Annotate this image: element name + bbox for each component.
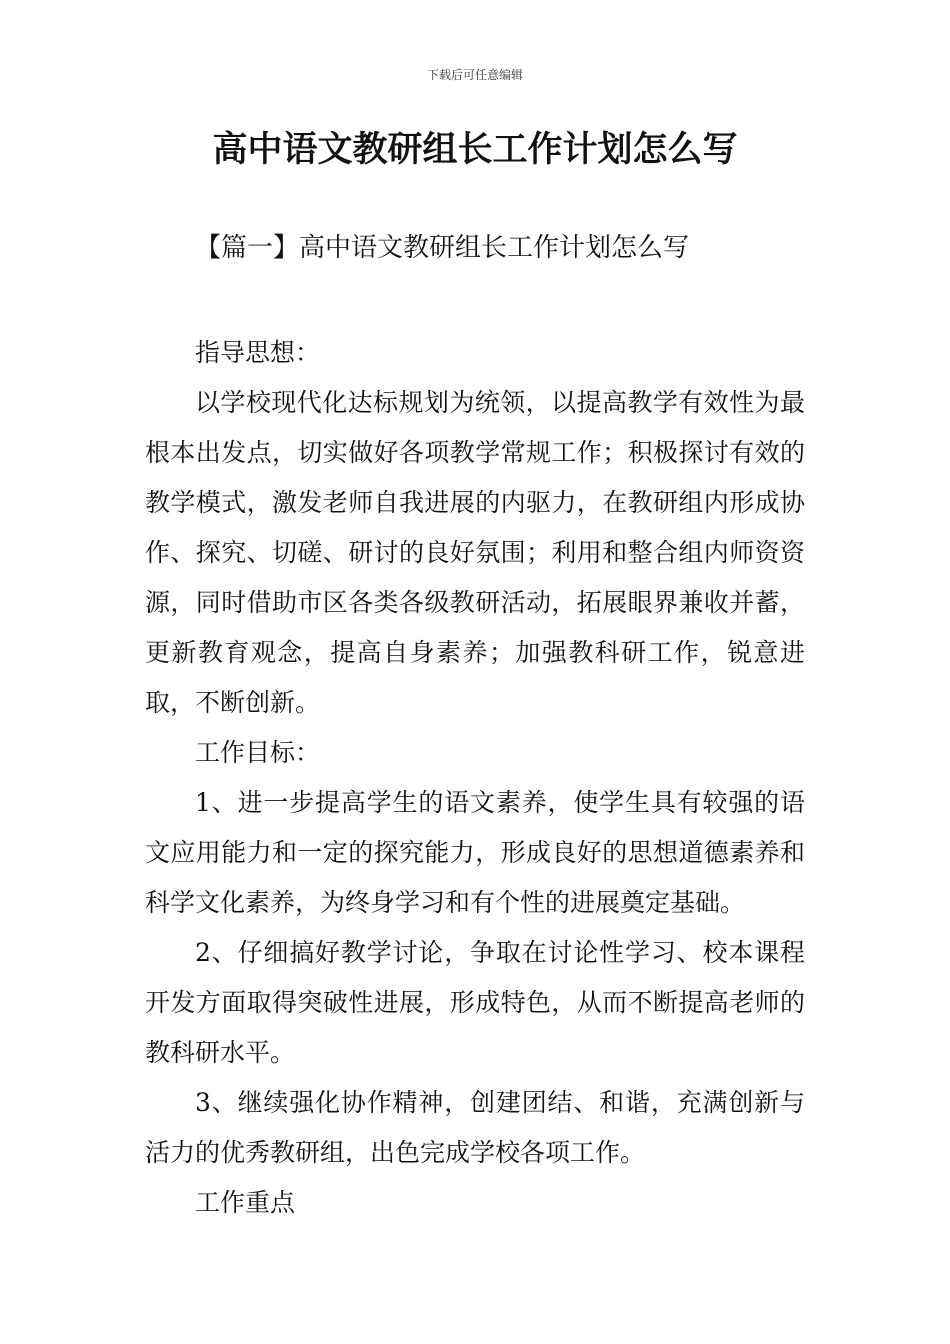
header-note: 下载后可任意编辑 xyxy=(426,68,523,82)
paragraph-goal-1: 1、进一步提高学生的语文素养，使学生具有较强的语文应用能力和一定的探究能力，形成良好的思想道德素养和科学文化素养，为终身学习和有个性的进展奠定基础。 xyxy=(145,788,805,917)
document-body xyxy=(145,328,805,1228)
paragraph-goal-2: 2、仔细搞好教学讨论，争取在讨论性学习、校本课程开发方面取得突破性进展，形成特色，从而不断提高老师的教科研水平。 xyxy=(145,938,805,1067)
paragraph-guiding-thought: 以学校现代化达标规划为统领，以提高教学有效性为最根本出发点，切实做好各项教学常规工作；积极探讨有效的教学模式，激发老师自我进展的内驱力，在教研组内形成协作、探究、切磋、研讨的良好氛围；利用和整合组内师资资源，同时借助市区各类各级教研活动，拓展眼界兼收并蓄，更新教育观念，提高自身素养；加强教科研工作，锐意进取，不断创新。 xyxy=(145,388,805,717)
paragraph-goal-3: 3、继续强化协作精神，创建团结、和谐，充满创新与活力的优秀教研组，出色完成学校各项工作。 xyxy=(145,1088,805,1167)
section-title: 【篇一】高中语文教研组长工作计划怎么写 xyxy=(195,233,690,263)
document-title: 高中语文教研组长工作计划怎么写 xyxy=(212,129,738,170)
heading-guiding-thought: 指导思想： xyxy=(195,338,321,367)
heading-work-focus: 工作重点 xyxy=(195,1188,296,1217)
heading-work-goals: 工作目标： xyxy=(195,738,321,767)
